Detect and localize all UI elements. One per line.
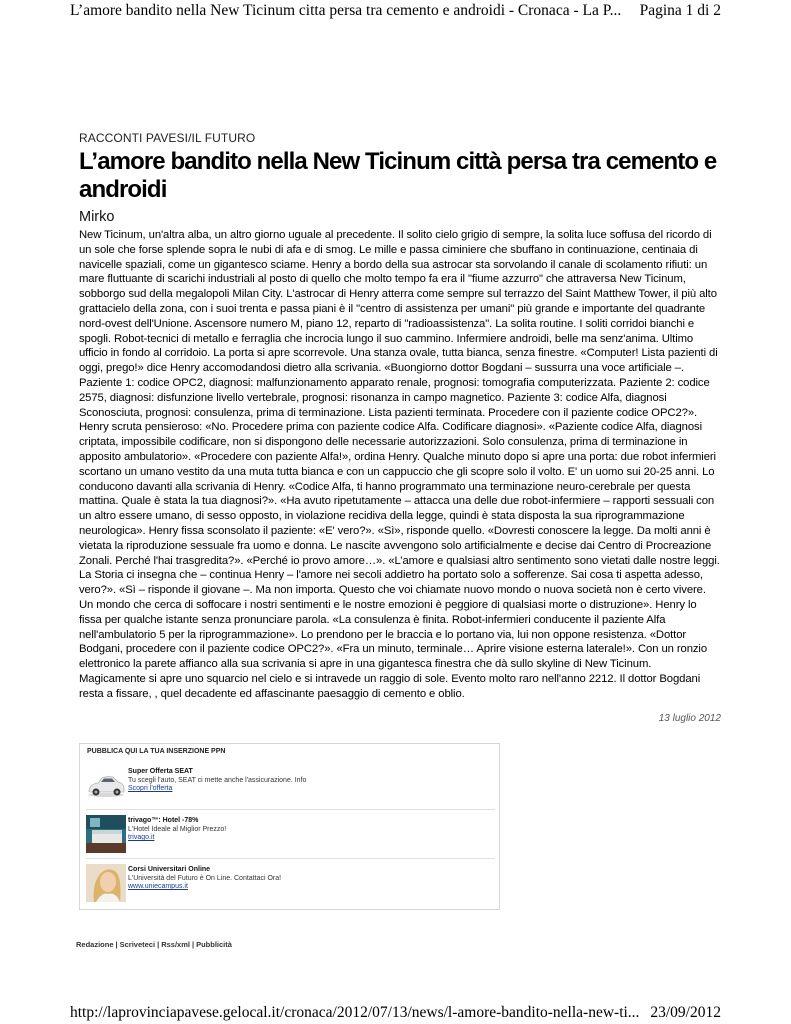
- article-headline: L’amore bandito nella New Ticinum città persa tra cemento e androidi: [79, 148, 717, 203]
- article-date: 13 luglio 2012: [658, 713, 721, 724]
- ad-title[interactable]: Super Offerta SEAT: [128, 768, 193, 775]
- car-photo-icon: [86, 766, 126, 804]
- footer-separator: |: [191, 940, 195, 949]
- print-header-title: L’amore bandito nella New Ticinum citta persa tra cemento e androidi - Cronaca - La P...: [70, 2, 622, 19]
- ad-box: [79, 743, 500, 910]
- print-footer: [0, 1002, 791, 1024]
- footer-separator: |: [157, 940, 160, 949]
- article-body: New Ticinum, un'altra alba, un altro giorno uguale al precedente. Il solito cielo grigio di sempre, la solita luce soffusa del ricordo di un sole che forse splende sopra le nubi di afa e di smog. Le mille e passa ciminiere che sbuffano in continuazione, centinaia di navicelle spaziali, come un gigantesco sciame. Henry a bordo della sua astrocar sta sorvolando il canale di scolamento rifiuti: un mare fluttuante di scarichi industriali al posto di quello che molto tempo fa era il "fiume azzurro" che attraversa New Ticinum, sobborgo sud della megalopoli Milan City. L'astrocar di Henry atterra come sempre sul terrazzo del Saint Matthew Tower, il più alto grattacielo della zona, con i suoi trenta e passa piani è il "centro di assistenza per umani" più grande e importante del quadrante nord-ovest dell'Unione. Ascensore numero M, piano 12, reparto di "radioassistenza". La solita routine. I soliti corridoi bianchi e spogli. Robot-tecnici di metallo e ferraglia che incrocia lungo il suo cammino. Infermiere androidi, belle ma senz'anima. Ultimo ufficio in fondo al corridoio. La porta si apre scorrevole. Una stanza ovale, tutta bianca, senza finestre. «Computer! Lista pazienti di oggi, prego!» dice Henry accomodandosi dietro alla scrivania. «Buongiorno dottor Bogdani – sussurra una voce artificiale –. Paziente 1: codice OPC2, diagnosi: malfunzionamento apparato renale, prognosi: tomografia computerizzata. Paziente 2: codice 2575, diagnosi: disfunzione livello vertebrale, prognosi: risonanza in campo magnetico. Paziente 3: codice Alfa, diagnosi Sconosciuta, prognosi: consulenza, prima di terminazione. Lista pazienti terminata. Procedere con il paziente codice OPC2?». Henry scruta pensieroso: «No. Procedere prima con paziente codice Alfa. Codificare diagnosi». «Paziente codice Alfa, diagnosi criptata, impossibile codificare, non si dispongono delle necessarie autorizzazioni. Solo consulenza, prima di terminazione in apposito ambulatorio». «Procedere con paziente Alfa!», ordina Henry. Qualche minuto dopo si apre una porta: due robot infermieri scortano un umano vestito da una muta tutta bianca e con un cappuccio che gli scopre solo il volto. E' un uomo sui 20-25 anni. Lo conducono davanti alla scrivania di Henry. «Codice Alfa, ti hanno programmato una terminazione neuro-cerebrale per questa mattina. Quale è stata la tua diagnosi?». «Ha avuto ripetutamente – attacca una delle due robot-infermiere – rapporti sessuali con un altro essere umano, di sesso opposto, in violazione recidiva della legge, quindi è stata disposta la sua riprogrammazione neurologica». Henry fissa sconsolato il paziente: «E' vero?». «Sì», risponde quello. «Dovresti conoscere la legge. Da molti anni è vietata la riproduzione sessuale fra uomo e donna. Le nascite avvengono solo artificialmente e decise dai Centro di Procreazione Zonali. Perché l'hai trasgredita?». «Perché io provo amore…». «L’amore e qualsiasi altro sentimento sono vietati dalle nostre leggi. La Storia ci insegna che – continua Henry – l'amore nei secoli addietro ha portato solo a sofferenze. Sai cosa ti aspetta adesso, vero?». «Sì – risponde il giovane –. Ma non importa. Questo che voi chiamate nuovo mondo o nuova società non è certo vivere. Un mondo che cerca di soffocare i nostri sentimenti e le nostre emozioni è peggiore di qualsiasi morte o distruzione». Henry lo fissa per qualche istante senza pronunciare parola. «La consulenza è finita. Robot-infermieri conducente il paziente Alfa nell'ambulatorio 5 per la riprogrammazione». Lo prendono per le braccia e lo portano via, lui non oppone resistenza. «Dottor Bodgani, procedere con il paziente codice OPC2?». «Fra un minuto, terminale… Aprire visione esterna laterale!». Con un ronzio elettronico la parete affianco alla sua scrivania si apre in una gigantesca finestra che dà sullo skyline di New Ticinum. Magicamente si apre uno squarcio nel cielo e si intravede un raggio di sole. Evento molto raro nell'anno 2212. Il dottor Bogdani resta a fissare, , quel decadente ed affascinante paesaggio di cemento e oblio.: [79, 229, 720, 700]
- article: [79, 130, 721, 702]
- print-footer-url: http://laprovinciapavese.gelocal.it/cronaca/2012/07/13/news/l-amore-bandito-nella-new-ti...: [70, 1004, 640, 1021]
- ad-title[interactable]: Corsi Universitari Online: [128, 866, 211, 873]
- print-header: [0, 0, 791, 22]
- footer-separator: |: [115, 940, 118, 949]
- ad-divider: [86, 858, 495, 859]
- ad-box-header: PUBBLICA QUI LA TUA INSERZIONE PPN: [87, 748, 226, 755]
- print-footer-date: 23/09/2012: [650, 1004, 721, 1021]
- ad-link[interactable]: www.uniecampus.it: [128, 883, 188, 890]
- ad-description: L'Hotel Ideale al Miglior Prezzo!: [128, 825, 227, 833]
- ad-divider: [86, 809, 495, 810]
- ad-link[interactable]: trivago.it: [128, 834, 155, 841]
- ad-item-uniecampus[interactable]: [86, 864, 495, 908]
- ad-description: Tu scegli l'auto, SEAT ci mette anche l'assicurazione. Info: [128, 776, 307, 784]
- print-header-page-number: Pagina 1 di 2: [639, 2, 721, 19]
- footer-link-pubblicita[interactable]: Pubblicità: [196, 940, 232, 949]
- footer-link-redazione[interactable]: Redazione: [76, 940, 114, 949]
- article-kicker: RACCONTI PAVESI/IL FUTURO: [79, 131, 256, 145]
- ad-item-trivago[interactable]: [86, 815, 495, 859]
- woman-portrait-photo-icon: [86, 864, 126, 902]
- ad-item-seat[interactable]: [86, 766, 495, 810]
- footer-link-rss[interactable]: Rss/xml: [161, 940, 190, 949]
- footer-links: [76, 940, 232, 949]
- footer-link-scriveteci[interactable]: Scriveteci: [119, 940, 156, 949]
- ad-description: L'Università del Futuro è On Line. Contattaci Ora!: [128, 874, 282, 882]
- ad-link[interactable]: Scopri l'offerta: [128, 785, 173, 792]
- article-author: Mirko: [79, 209, 115, 225]
- ad-title[interactable]: trivago™: Hotel -78%: [128, 817, 199, 824]
- hotel-room-photo-icon: [86, 815, 126, 853]
